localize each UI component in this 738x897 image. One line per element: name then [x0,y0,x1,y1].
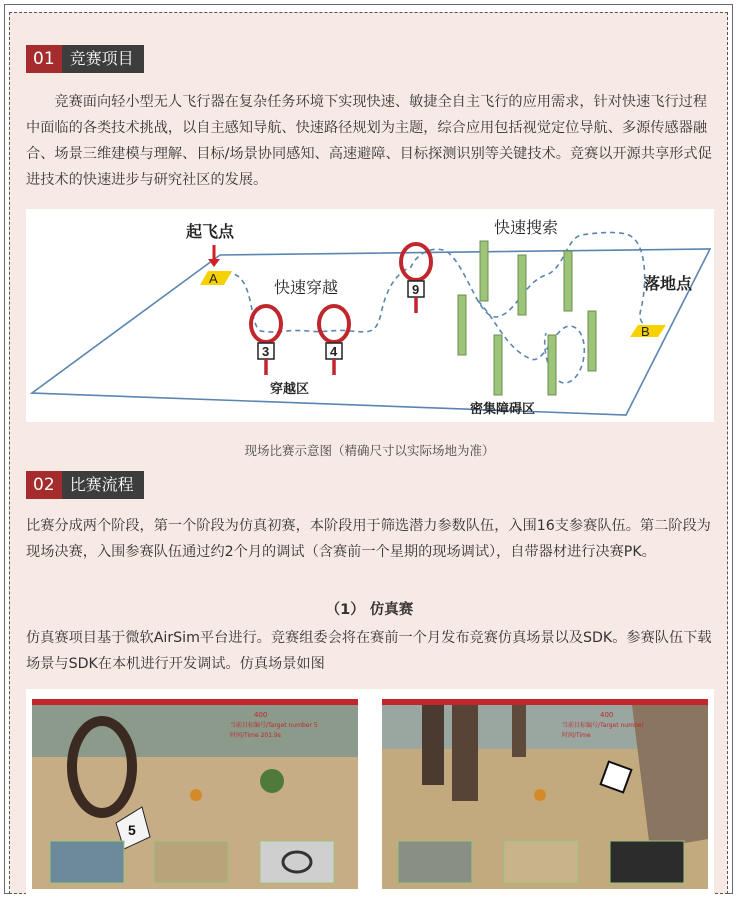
drone [534,789,546,801]
section1-paragraph: 竞赛面向轻小型无人飞行器在复杂任务环境下实现快速、敏捷全自主飞行的应用需求，针对快速飞行过程中面临的各类技术挑战，以自主感知导航、快速路径规划为主题，综合应用包括视觉定位导航、多源传感器融合、场景三维建模与理解、目标/场景协同感知、高速避障、目标探测识别等关键技术。竞赛以开源共享形式促进技术的快速进步与研究社区的发展。 [26,94,712,188]
field-boundary [32,249,710,415]
section2-paragraph: 比赛分成两个阶段，第一个阶段为仿真初赛，本阶段用于筛选潜力参数队伍，入围16支参赛队伍。第二阶段为现场决赛，入围参赛队伍通过约2个月的调试（含赛前一个星期的现场调试），自带器材进行决赛PK。 [26,518,711,560]
point-b-label: B [641,324,650,339]
tree-trunk [422,705,444,785]
ring-4-number: 4 [330,344,338,359]
fast-traverse-label: 快速穿越 [274,278,339,297]
hud-line: 当前目标编号/Target number 5 [230,722,318,729]
field-diagram [26,209,714,422]
hud-line: 400 [600,711,614,719]
pillar [564,251,572,311]
simulation-screenshot-left [32,699,358,889]
tree-trunk [452,705,478,801]
hud-line: 时间/Time [562,732,591,739]
ring-9-number: 9 [412,282,420,297]
landing-label: 落地点 [644,274,693,293]
simulation-screenshot-right [382,699,708,889]
camera-preview-3 [610,841,684,883]
field-diagram-svg [26,209,714,422]
takeoff-label: 起飞点 [186,222,235,241]
diagram-caption: 现场比赛示意图（精确尺寸以实际场地为准） [244,443,495,458]
camera-preview-1 [50,841,124,883]
screenshot-left-svg [32,699,358,889]
hud-line: 时间/Time 201.9s [230,732,281,739]
section-header-process [26,471,144,499]
section-number: 01 [26,45,62,73]
section-title: 竞赛项目 [62,45,144,73]
screenshot-right-svg [382,699,708,889]
title-strip [32,699,358,705]
fast-search-label: 快速搜索 [494,218,559,237]
pillar [480,241,488,301]
drone [190,789,202,801]
section-header-competition [26,45,144,73]
traverse-zone-label: 穿越区 [270,382,310,397]
pillar [588,311,596,371]
shrub [260,769,284,793]
pillar [458,295,466,355]
ring-3-number: 3 [262,344,270,359]
title-strip [382,699,708,705]
simulation-paragraph: 仿真赛项目基于微软AirSim平台进行。竞赛组委会将在赛前一个月发布竞赛仿真场景以及SDK。参赛队伍下载场景与SDK在本机进行开发调试。仿真场景如图 [26,630,712,672]
article-panel [9,12,728,894]
simulation-subtitle: （1） 仿真赛 [325,602,414,618]
tree-trunk [512,705,526,757]
camera-preview-2 [504,841,578,883]
section-title: 比赛流程 [62,471,144,499]
camera-preview-3 [260,841,334,883]
obstacle-zone-label: 密集障碍区 [470,402,536,417]
point-a-label: A [209,271,218,286]
camera-preview-2 [154,841,228,883]
hud-line: 当前目标编号/Target number [562,722,644,729]
pillar [548,335,556,395]
simulation-screenshots [26,689,714,895]
camera-preview-1 [398,841,472,883]
section-number: 02 [26,471,62,499]
pillar [494,335,502,395]
pillar [518,255,526,315]
hud-line: 400 [254,711,268,719]
sim-sign-number: 5 [128,822,136,838]
